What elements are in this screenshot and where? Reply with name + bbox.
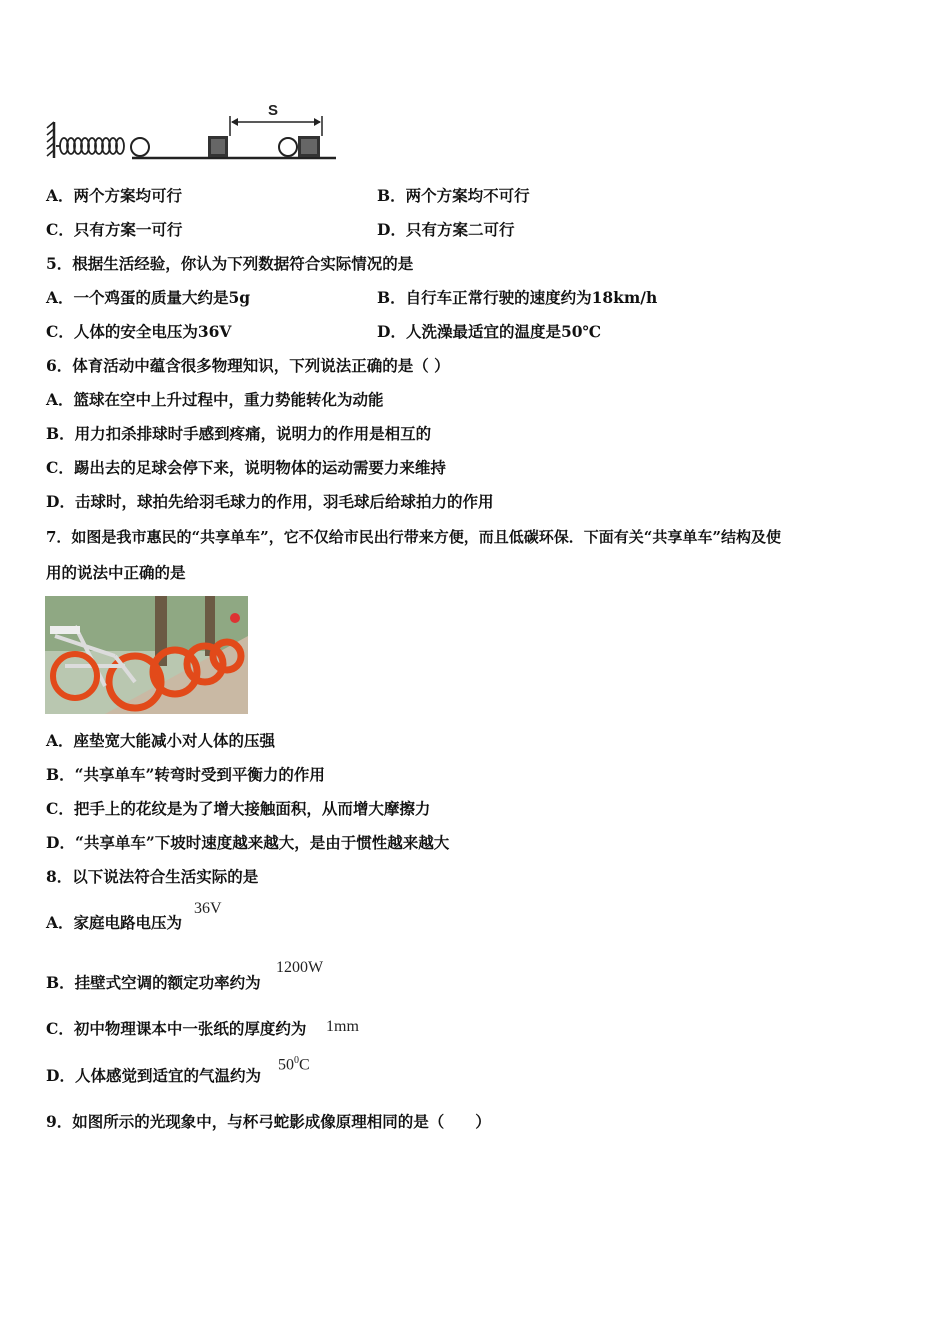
q4-option-a: A．两个方案均可行: [46, 186, 183, 205]
q8-option-d-value: [278, 1055, 310, 1074]
q5-option-b: B．自行车正常行驶的速度约为18km/h: [377, 288, 658, 307]
q8-option-c: C．初中物理课本中一张纸的厚度约为: [46, 1019, 307, 1038]
q7-option-a: A．座垫宽大能减小对人体的压强: [46, 731, 276, 750]
q5-stem: 5．根据生活经验，你认为下列数据符合实际情况的是: [46, 254, 414, 273]
q8-option-a-value: 36V: [194, 900, 222, 917]
q7-option-b: B．“共享单车”转弯时受到平衡力的作用: [46, 765, 325, 784]
q6-option-a: A．篮球在空中上升过程中，重力势能转化为动能: [46, 390, 384, 409]
q4-option-b: B．两个方案均不可行: [377, 186, 530, 205]
q7-option-d: D．“共享单车”下坡时速度越来越大，是由于惯性越来越大: [46, 833, 450, 852]
q6-option-d: D．击球时，球拍先给羽毛球力的作用，羽毛球后给球拍力的作用: [46, 492, 494, 511]
q5-option-a: A．一个鸡蛋的质量大约是5g: [46, 288, 251, 307]
q8-option-d: D．人体感觉到适宜的气温约为: [46, 1066, 261, 1085]
q8-option-d-number: 50: [278, 1056, 294, 1074]
q8-stem: 8．以下说法符合生活实际的是: [46, 867, 259, 886]
q9-stem: 9．如图所示的光现象中，与杯弓蛇影成像原理相同的是（ ）: [46, 1112, 491, 1131]
q5-option-d: D．人洗澡最适宜的温度是50℃: [377, 322, 602, 341]
q8-option-d-unit: C: [299, 1056, 310, 1074]
q7-option-c: C．把手上的花纹是为了增大接触面积，从而增大摩擦力: [46, 799, 431, 818]
q7-stem-line2: 用的说法中正确的是: [46, 563, 186, 582]
q5-option-c: C．人体的安全电压为36V: [46, 322, 232, 341]
q8-option-a: A．家庭电路电压为: [46, 913, 183, 932]
q8-option-b-value: 1200W: [276, 959, 324, 976]
q7-stem-line1: 7．如图是我市惠民的“共享单车”，它不仅给市民出行带来方便，而且低碳环保．下面有关“共享单车”结构及使: [46, 528, 781, 546]
q8-option-d-degree: 0: [294, 1055, 299, 1066]
q6-option-b: B．用力扣杀排球时手感到疼痛，说明力的作用是相互的: [46, 424, 432, 443]
q6-option-c: C．踢出去的足球会停下来，说明物体的运动需要力来维持: [46, 458, 446, 477]
distance-label: S: [268, 102, 279, 119]
q8-option-b: B．挂壁式空调的额定功率约为: [46, 973, 261, 992]
spring-cart-diagram: [44, 100, 339, 170]
q8-option-c-value: 1mm: [326, 1018, 359, 1035]
q4-option-c: C．只有方案一可行: [46, 220, 183, 239]
q6-stem: 6．体育活动中蕴含很多物理知识，下列说法正确的是（ ）: [46, 356, 450, 375]
q4-option-d: D．只有方案二可行: [377, 220, 515, 239]
shared-bike-photo: [45, 596, 248, 714]
